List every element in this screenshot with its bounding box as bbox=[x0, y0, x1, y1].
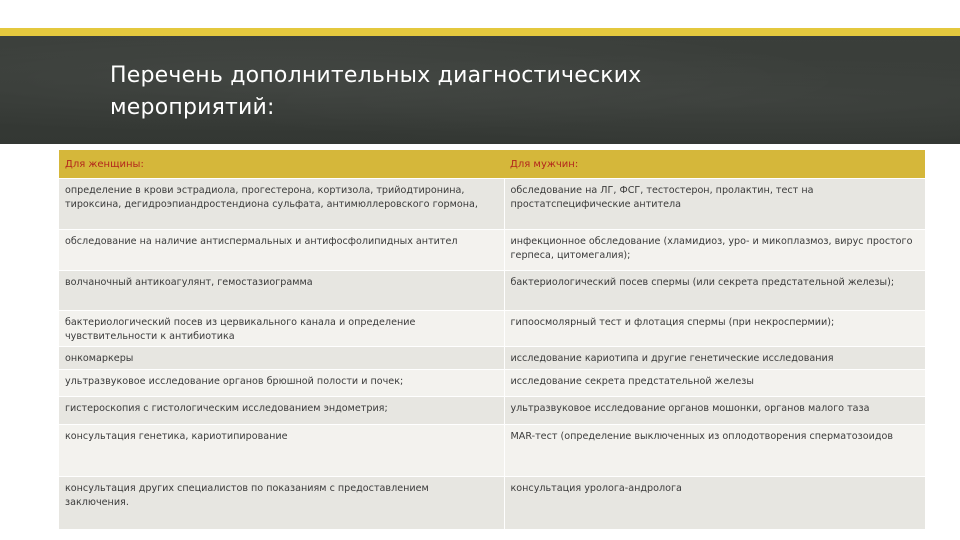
slide-title-line-2: мероприятий: bbox=[110, 95, 275, 120]
table-header-row bbox=[59, 150, 925, 179]
cell-text-line: гипоосмолярный тест и флотация спермы (при некроспермии); bbox=[510, 317, 835, 328]
cell-text-line: исследование секрета предстательной железы bbox=[510, 376, 754, 387]
cell-text-line: волчаночный антикоагулянт, гемостазиограмма bbox=[65, 277, 313, 288]
cell-text-line: ультразвуковое исследование органов брюшной полости и почек; bbox=[65, 376, 404, 387]
cell-text-line: консультация других специалистов по показаниям с предоставлением bbox=[65, 483, 429, 494]
cell-text-line: чувствительности к антибиотика bbox=[65, 331, 235, 342]
cell-men bbox=[504, 397, 925, 425]
cell-text-line: консультация уролога-андролога bbox=[510, 483, 682, 494]
cell-text-line: простатспецифические антитела bbox=[510, 199, 682, 210]
slide-title-line-1: Перечень дополнительных диагностических bbox=[110, 63, 642, 88]
cell-men bbox=[504, 477, 925, 529]
table-row bbox=[59, 179, 925, 230]
header-men: Для мужчин: bbox=[504, 150, 925, 179]
cell-women bbox=[59, 179, 504, 230]
cell-men bbox=[504, 179, 925, 230]
slide-header bbox=[0, 36, 960, 144]
cell-women bbox=[59, 425, 504, 477]
table-row bbox=[59, 311, 925, 347]
table-row bbox=[59, 271, 925, 311]
cell-text-line: консультация генетика, кариотипирование bbox=[65, 431, 288, 442]
cell-text-line: бактериологический посев из цервикального канала и определение bbox=[65, 317, 416, 328]
cell-text-line: бактериологический посев спермы (или секрета предстательной железы); bbox=[510, 277, 895, 288]
table-row bbox=[59, 370, 925, 397]
accent-bar bbox=[0, 28, 960, 36]
table-row bbox=[59, 347, 925, 370]
cell-men bbox=[504, 271, 925, 311]
cell-text-line: онкомаркеры bbox=[65, 353, 134, 364]
cell-men bbox=[504, 230, 925, 271]
cell-men bbox=[504, 311, 925, 347]
diagnostics-table-container bbox=[59, 150, 925, 529]
table-row bbox=[59, 230, 925, 271]
cell-text-line: заключения. bbox=[65, 497, 129, 508]
cell-text-line: определение в крови эстрадиола, прогестерона, кортизола, трийодтиронина, bbox=[65, 185, 465, 196]
cell-text-line: обследование на ЛГ, ФСГ, тестостерон, пролактин, тест на bbox=[510, 185, 814, 196]
table-row bbox=[59, 425, 925, 477]
cell-text-line: исследование кариотипа и другие генетические исследования bbox=[510, 353, 834, 364]
cell-women bbox=[59, 230, 504, 271]
cell-men bbox=[504, 370, 925, 397]
cell-men bbox=[504, 425, 925, 477]
cell-text-line: тироксина, дегидроэпиандростендиона сульфата, антимюллеровского гормона, bbox=[65, 199, 478, 210]
cell-men bbox=[504, 347, 925, 370]
top-white-stripe bbox=[0, 0, 960, 28]
cell-text-line: обследование на наличие антиспермальных и антифосфолипидных антител bbox=[65, 236, 458, 247]
cell-women bbox=[59, 397, 504, 425]
cell-text-line: ультразвуковое исследование органов мошонки, органов малого таза bbox=[510, 403, 870, 414]
slide-title bbox=[110, 60, 810, 124]
diagnostics-table bbox=[59, 150, 925, 529]
table-row bbox=[59, 477, 925, 529]
cell-text-line: MAR-тест (определение выключенных из оплодотворения сперматозоидов bbox=[510, 431, 893, 442]
cell-women bbox=[59, 370, 504, 397]
cell-women bbox=[59, 311, 504, 347]
cell-women bbox=[59, 477, 504, 529]
cell-women bbox=[59, 271, 504, 311]
cell-women bbox=[59, 347, 504, 370]
cell-text-line: гистероскопия с гистологическим исследованием эндометрия; bbox=[65, 403, 388, 414]
cell-text-line: инфекционное обследование (хламидиоз, уро- и микоплазмоз, вирус простого bbox=[510, 236, 913, 247]
table-row bbox=[59, 397, 925, 425]
cell-text-line: герпеса, цитомегалия); bbox=[510, 250, 631, 261]
header-women: Для женщины: bbox=[59, 150, 504, 179]
